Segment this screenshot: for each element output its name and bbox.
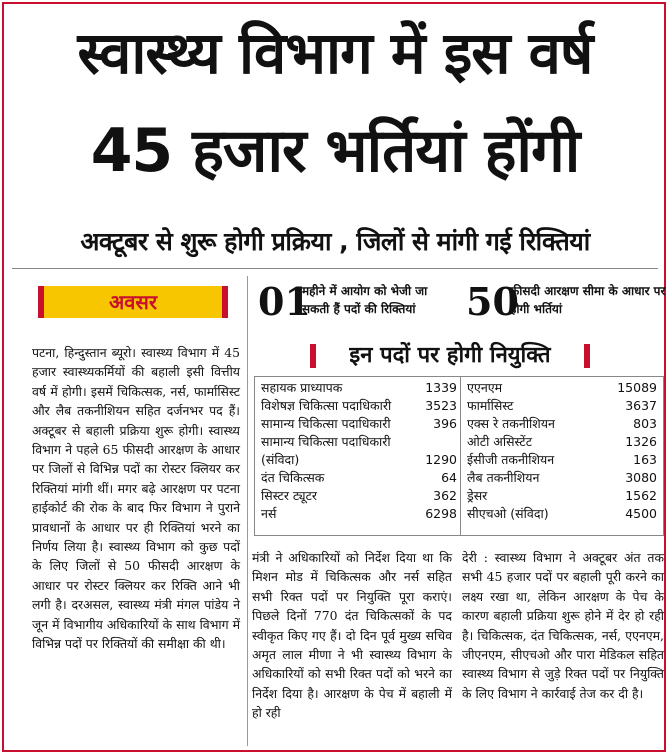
table-row: एक्स रे तकनीशियन 803 xyxy=(467,416,657,431)
stat-number: 50 xyxy=(466,279,519,324)
table-row: सीएचओ (संविदा) 4500 xyxy=(467,506,657,521)
heading-bar-left xyxy=(310,344,316,368)
stat-reservation xyxy=(466,278,666,328)
table-row: दंत चिकित्सक 64 xyxy=(261,470,457,485)
section-badge: अवसर xyxy=(38,286,228,318)
heading-bar-right xyxy=(584,344,590,368)
posts-heading-text: इन पदों पर होगी नियुक्ति xyxy=(349,343,551,368)
table-row: नर्स 6298 xyxy=(261,506,457,521)
table-row: विशेषज्ञ चिकित्सा पदाधिकारी 3523 xyxy=(261,398,457,413)
right-column-text: देरी : स्वास्थ्य विभाग ने अक्टूबर अंत तक सभी 45 हजार पदों पर बहाली पूरी करने का लक्ष्य रखा था, लेकिन आरक्षण के पेच के कारण बहाली प्रक्रिया शुरू होने में देर हो रही है। चिकित्सक, दंत चिकित्सक, नर्स, एएनएम, जीएनएम, सीएचओ और पारा मेडिकल सहित स्वास्थ्य विभाग से जुड़े रिक्त पदों पर नियुक्ति के लिए विभाग ने कार्रवाई तेज कर दी है। xyxy=(462,550,664,701)
middle-column-text: मंत्री ने अधिकारियों को निर्देश दिया था कि मिशन मोड में चिकित्सक और नर्स सहित सभी रिक्त पदों पर नियुक्ति पूरा कराएं। पिछले दिनों 770 दंत चिकित्सकों के पद स्वीकृत किए गए हैं। दो दिन पूर्व मुख्य सचिव अमृत लाल मीणा ने भी स्वास्थ्य विभाग के अधिकारियों को सभी रिक्त पदों को भरने का निर्देश दिया है। आरक्षण के पेच में बहाली में हो रही xyxy=(252,550,452,721)
table-divider xyxy=(460,377,461,535)
left-column-text: पटना, हिन्दुस्तान ब्यूरो। स्वास्थ्य विभाग में 45 हजार स्वास्थ्यकर्मियों की बहाली इसी वित्तीय वर्ष में होगी। इसमें चिकित्सक, नर्स, फार्मासिस्ट और लैब तकनीशियन सहित दर्जनभर पद हैं। अक्टूबर से बहाली प्रक्रिया शुरू होगी। स्वास्थ्य विभाग ने पहले 65 फीसदी आरक्षण के आधार पर जिलों से विभिन्न पदों का रोस्टर क्लियर कर रिक्तियां मांगी थीं। मगर बढ़े आरक्षण पर पटना हाईकोर्ट की रोक के बाद फिर विभाग ने पुराने प्रावधानों के आधार पर ही रिक्तियां भरने का निर्णय लिया है। स्वास्थ्य विभाग को कुछ पदों के लिए जिलों से 50 फीसदी आरक्षण के आधार पर रोस्टर क्लियर कर रिक्ति आने भी लगी है। दरअसल, स्वास्थ्य मंत्री मंगल पांडेय ने जून में विभागीय अधिकारियों के साथ विभाग में विभिन्न पदों पर रिक्तियों की समीक्षा की थी। xyxy=(32,345,240,652)
table-row: एएनएम 15089 xyxy=(467,380,657,395)
table-row: सामान्य चिकित्सा पदाधिकारी 396 xyxy=(261,416,457,431)
stat-number: 01 xyxy=(258,279,311,324)
posts-heading xyxy=(300,340,600,372)
table-row: सिस्टर ट्यूटर 362 xyxy=(261,488,457,503)
table-row: ओटी असिस्टेंट 1326 xyxy=(467,434,657,449)
table-row: फार्मासिस्ट 3637 xyxy=(467,398,657,413)
column-divider xyxy=(247,276,248,746)
subheadline: अक्टूबर से शुरू होगी प्रक्रिया , जिलों से मांगी गई रिक्तियां xyxy=(80,227,590,256)
headline-line-2: 45 हजार भर्तियां होंगी xyxy=(90,116,580,186)
table-row: सहायक प्राध्यापक 1339 xyxy=(261,380,457,395)
posts-table: सहायक प्राध्यापक 1339 विशेषज्ञ चिकित्सा पदाधिकारी 3523 सामान्य चिकित्सा पदाधिकारी 396 सामान्य चिकित्सा पदाधिकारी (संविदा) 1290 दंत चिकित्सक 64 सिस्टर ट्यूटर 362 नर्स 6298 एएनएम 15089 फार्मासिस्ट 3637 एक्स रे तकनीशियन 803 ओटी असिस्टेंट 1326 ईसीजी तकनीशियन 163 लैब तकनीशियन 3080 ड्रेसर 1562 सीएचओ (संविदा) 4500 xyxy=(254,376,664,536)
headline-line-1: स्वास्थ्य विभाग में इस वर्ष xyxy=(77,19,593,87)
header-divider xyxy=(12,268,658,269)
table-row: ड्रेसर 1562 xyxy=(467,488,657,503)
table-row: सामान्य चिकित्सा पदाधिकारी (संविदा) xyxy=(261,434,391,467)
table-row: ईसीजी तकनीशियन 163 xyxy=(467,452,657,467)
stat-months xyxy=(258,278,458,328)
table-row: लैब तकनीशियन 3080 xyxy=(467,470,657,485)
stat-text: फीसदी आरक्षण सीमा के आधार पर होगी भर्तियां xyxy=(510,284,666,316)
stat-text: महीने में आयोग को भेजी जा सकती हैं पदों की रिक्तियां xyxy=(302,284,428,316)
